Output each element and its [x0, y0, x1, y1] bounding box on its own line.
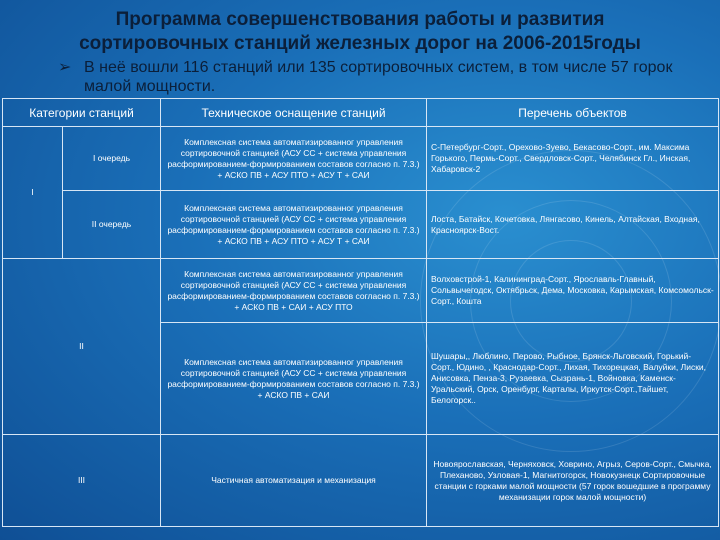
stations-table	[2, 98, 719, 527]
table-row	[3, 127, 719, 191]
queue-cell: II очередь	[63, 191, 161, 259]
summary-text: В неё вошли 116 станций или 135 сортировочных систем, в том числе 57 горок малой мощности.	[84, 59, 673, 95]
header-equipment: Техническое оснащение станций	[161, 99, 427, 127]
category-cell: I	[3, 127, 63, 259]
title-line-2: сортировочных станций железных дорог на 2006-2015годы	[79, 33, 641, 54]
arrow-bullet-icon: ➢	[58, 59, 72, 76]
page-title	[0, 8, 720, 56]
objects-cell: Новоярославская, Черняховск, Ховрино, Агрыз, Серов-Сорт., Смычка, Плеханово, Узловая-1, Магнитогорск, Новокузнецк Сортировочные станции с горками малой мощности (57 горок вошедшие в программу механизации горок малой мощности)	[427, 435, 719, 527]
equipment-cell: Комплексная система автоматизированног управления сортировочной станцией (АСУ СС + система управления расформированием-формированием составов согласно п. 7.3.) + АСКО ПВ + АСУ ПТО + АСУ Т + САИ	[161, 191, 427, 259]
table-row	[3, 259, 719, 323]
category-cell: II	[3, 259, 161, 435]
table-row	[3, 191, 719, 259]
table-row	[3, 435, 719, 527]
header-objects: Перечень объектов	[427, 99, 719, 127]
objects-cell: Лоста, Батайск, Кочетовка, Лянгасово, Кинель, Алтайская, Входная, Красноярск-Вост.	[427, 191, 719, 259]
title-line-1: Программа совершенствования работы и развития	[115, 9, 605, 30]
equipment-cell: Комплексная система автоматизированног управления сортировочной станцией (АСУ СС + система управления расформированием-формированием составов согласно п. 7.3.) + АСКО ПВ + АСУ ПТО + АСУ Т + САИ	[161, 127, 427, 191]
objects-cell: Волховстрой-1, Калининград-Сорт., Ярославль-Главный, Сольвычегодск, Октябрьск, Дема, Московка, Карымская, Комсомольск-Сорт., Кошта	[427, 259, 719, 323]
summary-bullet	[58, 58, 698, 96]
objects-cell: С-Петербург-Сорт., Орехово-Зуево, Бекасово-Сорт., им. Максима Горького, Пермь-Сорт., Свердловск-Сорт., Челябинск Гл., Инская, Хабаровск-2	[427, 127, 719, 191]
table-header-row	[3, 99, 719, 127]
header-categories: Категории станций	[3, 99, 161, 127]
equipment-cell: Комплексная система автоматизированног управления сортировочной станцией (АСУ СС + система управления расформированием-формированием составов согласно п. 7.3.) + АСКО ПВ + САИ	[161, 323, 427, 435]
category-cell: III	[3, 435, 161, 527]
queue-cell: I очередь	[63, 127, 161, 191]
equipment-cell: Частичная автоматизация и механизация	[161, 435, 427, 527]
equipment-cell: Комплексная система автоматизированног управления сортировочной станцией (АСУ СС + система управления расформированием-формированием составов согласно п. 7.3.) + АСКО ПВ + САИ + АСУ ПТО	[161, 259, 427, 323]
objects-cell: Шушары,, Люблино, Перово, Рыбное, Брянск-Льговский, Горький-Сорт., Юдино, , Краснодар-Сорт., Лихая, Тихорецкая, Валуйки, Лиски, Анисовка, Пенза-3, Рузаевка, Сызрань-1, Войновка, Каменск-Уральский, Орск, Оренбург, Карталы, Иркутск-Сорт.,Тайшет, Белогорск..	[427, 323, 719, 435]
